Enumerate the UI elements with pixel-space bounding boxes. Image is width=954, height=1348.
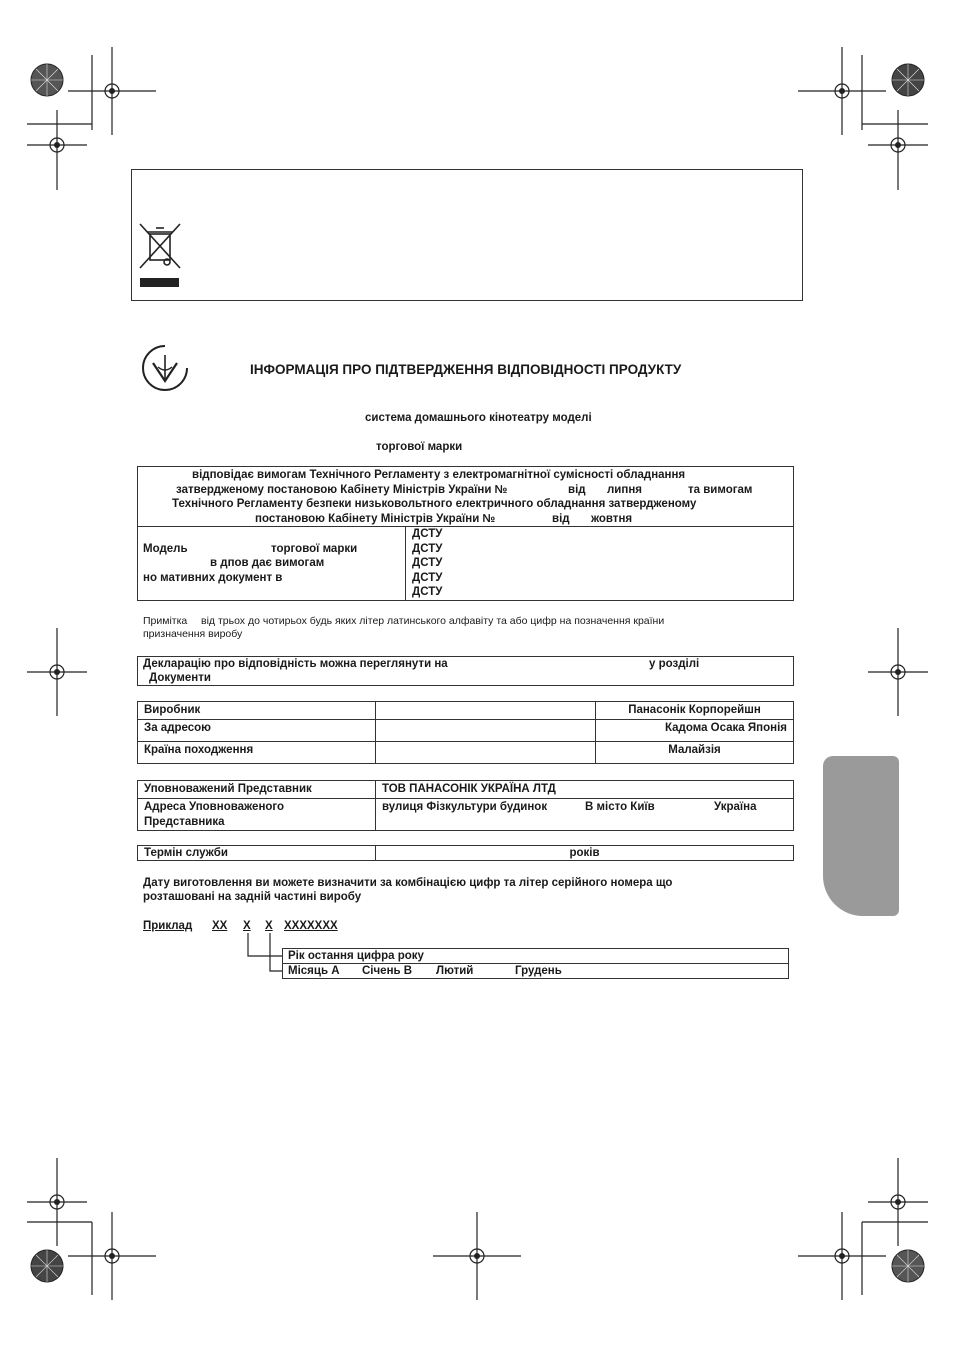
origin-value: Малайзія [596,742,794,764]
serial-part-1: XX [212,920,228,932]
registration-mark [27,110,87,190]
model-docs-label: но мативних документ в [143,572,283,584]
registration-mark [868,110,928,190]
compliance-line-2a: затвердженому постановою Кабінету Міністрів України № [176,484,508,496]
representative-value: ТОВ ПАНАСОНІК УКРАЇНА ЛТД [376,781,794,799]
origin-blank [376,742,596,764]
address-label: За адресою [138,720,376,742]
example-label: Приклад [143,920,193,932]
table-row [138,846,794,861]
trademark-line: торгової марки [376,441,463,453]
language-side-tab [823,756,899,916]
compliance-line-2d: та вимогам [688,484,753,496]
address-country: Україна [714,801,757,813]
representative-label: Уповноважений Представник [138,781,376,799]
serial-part-4: XXXXXXX [284,920,338,932]
note-label: Примітка [143,615,188,627]
note-text-2: призначення виробу [143,628,243,640]
service-life-value: років [376,846,794,861]
representative-address-label [138,799,376,831]
service-life-table [137,845,794,861]
compliance-line-1: відповідає вимогам Технічного Регламенту з електромагнітної сумісності обладнання [192,469,686,481]
model-conforms-label: в дпов дає вимогам [210,557,325,569]
compliance-line-4a: постановою Кабінету Міністрів України № [255,513,496,525]
compliance-line-2b: від [568,484,586,496]
representative-address-value [376,799,794,831]
manufacturer-value: Панасонік Корпорейшн [596,702,794,720]
address-blank [376,720,596,742]
dstu-item: ДСТУ [412,572,443,584]
serial-month-legend-b: Січень В [362,965,413,977]
representative-table [137,780,794,831]
serial-month-legend-c: Лютий [436,965,474,977]
date-info-line-2: розташовані на задній частині виробу [143,891,362,903]
model-label: Модель [143,543,188,555]
date-info-line-1: Дату виготовлення ви можете визначити за комбінацією цифр та літер серійного номера що [143,877,673,889]
serial-part-2: X [243,920,251,932]
declaration-documents-link[interactable]: Документи [149,672,211,684]
address-label-line-2: Представника [144,815,225,828]
dstu-item: ДСТУ [412,586,443,598]
compliance-line-4b: від [552,513,570,525]
manufacturer-blank [376,702,596,720]
weee-box [131,169,803,301]
address-value: Кадома Осака Японія [596,720,794,742]
serial-year-legend: Рік остання цифра року [288,950,424,962]
table-row [138,742,794,764]
address-label-line-1: Адреса Уповноваженого [144,801,285,813]
address-street: вулиця Фізкультури будинок [382,801,548,813]
table-row [138,720,794,742]
note-text-1: від трьох до чотирьох будь яких літер латинського алфавіту та або цифр на позначення країни [201,615,665,627]
compliance-line-4c: жовтня [591,513,633,525]
dstu-item: ДСТУ [412,557,443,569]
weee-bin-icon [136,220,184,290]
declaration-text: Декларацію про відповідність можна переглянути на [143,658,448,670]
serial-part-3: X [265,920,273,932]
serial-month-legend-a: Місяць А [288,965,340,977]
model-trademark-label: торгової марки [271,543,358,555]
dstu-item: ДСТУ [412,528,443,540]
product-model-line: система домашнього кінотеатру моделі [365,412,592,424]
service-life-label: Термін служби [138,846,376,861]
table-row [138,781,794,799]
compliance-line-3: Технічного Регламенту безпеки низьковольтного електричного обладнання затвердженому [172,498,697,510]
manufacturer-table [137,701,794,764]
table-row [138,702,794,720]
origin-label: Країна походження [138,742,376,764]
declaration-section: у розділі [649,658,700,670]
manufacturer-label: Виробник [138,702,376,720]
page-title: ІНФОРМАЦІЯ ПРО ПІДТВЕРДЖЕННЯ ВІДПОВІДНОСТІ ПРОДУКТУ [250,362,682,377]
compliance-line-2c: липня [607,484,642,496]
ua-conformity-mark-icon [140,343,190,393]
dstu-item: ДСТУ [412,543,443,555]
serial-month-legend-d: Грудень [515,965,562,977]
table-row [138,799,794,831]
address-city: В місто Київ [585,801,655,813]
